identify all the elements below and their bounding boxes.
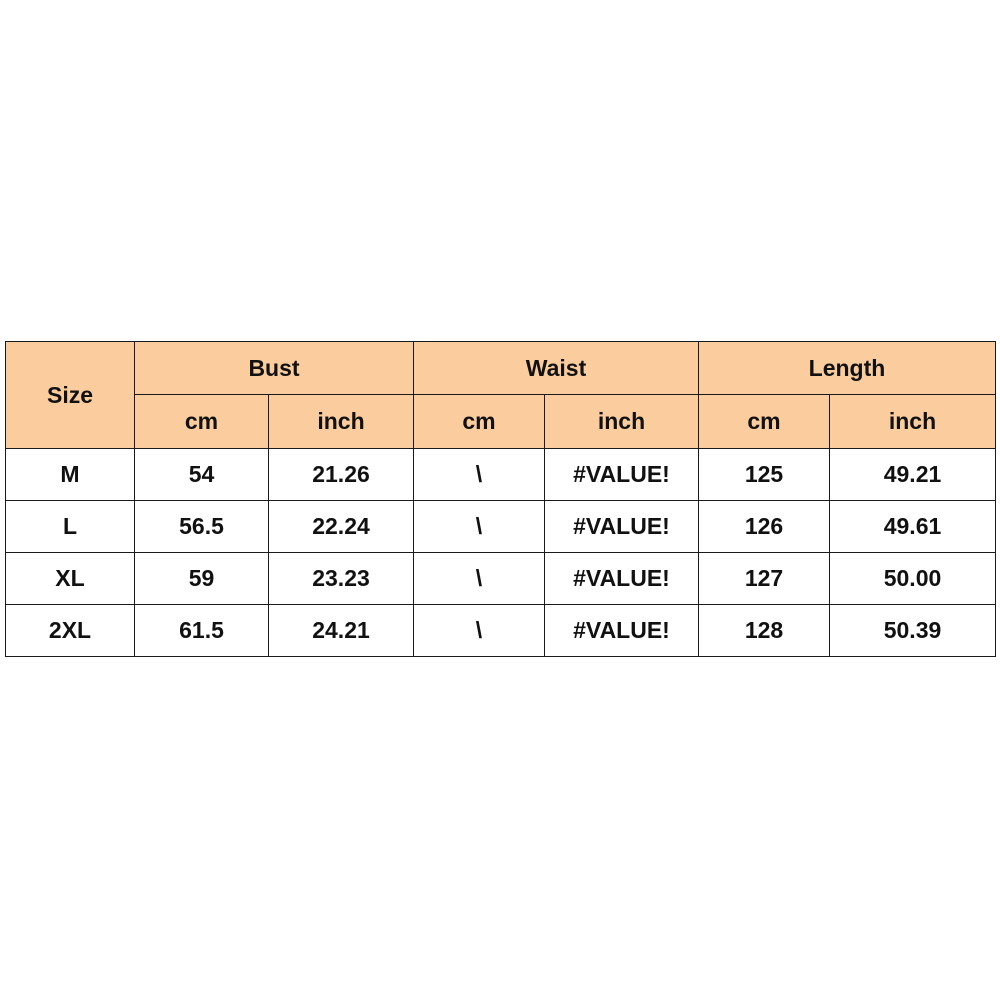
cell-waist-cm: \	[414, 553, 545, 605]
cell-size: 2XL	[6, 605, 135, 657]
cell-waist-cm: \	[414, 449, 545, 501]
cell-waist-inch: #VALUE!	[545, 449, 699, 501]
cell-size: L	[6, 501, 135, 553]
cell-size: M	[6, 449, 135, 501]
header-row-units	[6, 395, 996, 449]
header-length-cm: cm	[699, 395, 830, 449]
header-row-groups	[6, 342, 996, 395]
cell-length-cm: 127	[699, 553, 830, 605]
cell-bust-inch: 21.26	[269, 449, 414, 501]
cell-bust-cm: 54	[135, 449, 269, 501]
header-bust-cm: cm	[135, 395, 269, 449]
cell-waist-inch: #VALUE!	[545, 501, 699, 553]
header-waist-cm: cm	[414, 395, 545, 449]
cell-waist-cm: \	[414, 501, 545, 553]
cell-bust-cm: 56.5	[135, 501, 269, 553]
header-waist-inch: inch	[545, 395, 699, 449]
table-row	[6, 553, 996, 605]
cell-length-inch: 49.61	[830, 501, 996, 553]
cell-bust-inch: 23.23	[269, 553, 414, 605]
cell-size: XL	[6, 553, 135, 605]
header-length-inch: inch	[830, 395, 996, 449]
cell-length-cm: 128	[699, 605, 830, 657]
cell-length-cm: 126	[699, 501, 830, 553]
header-waist: Waist	[414, 342, 699, 395]
cell-bust-inch: 22.24	[269, 501, 414, 553]
header-size: Size	[6, 342, 135, 449]
cell-bust-cm: 59	[135, 553, 269, 605]
cell-length-inch: 49.21	[830, 449, 996, 501]
header-bust-inch: inch	[269, 395, 414, 449]
cell-length-inch: 50.39	[830, 605, 996, 657]
cell-bust-inch: 24.21	[269, 605, 414, 657]
cell-length-cm: 125	[699, 449, 830, 501]
cell-bust-cm: 61.5	[135, 605, 269, 657]
table-row	[6, 605, 996, 657]
size-chart-table	[5, 341, 996, 657]
header-length: Length	[699, 342, 996, 395]
cell-waist-cm: \	[414, 605, 545, 657]
cell-length-inch: 50.00	[830, 553, 996, 605]
table-row	[6, 501, 996, 553]
cell-waist-inch: #VALUE!	[545, 605, 699, 657]
table-row	[6, 449, 996, 501]
header-bust: Bust	[135, 342, 414, 395]
cell-waist-inch: #VALUE!	[545, 553, 699, 605]
